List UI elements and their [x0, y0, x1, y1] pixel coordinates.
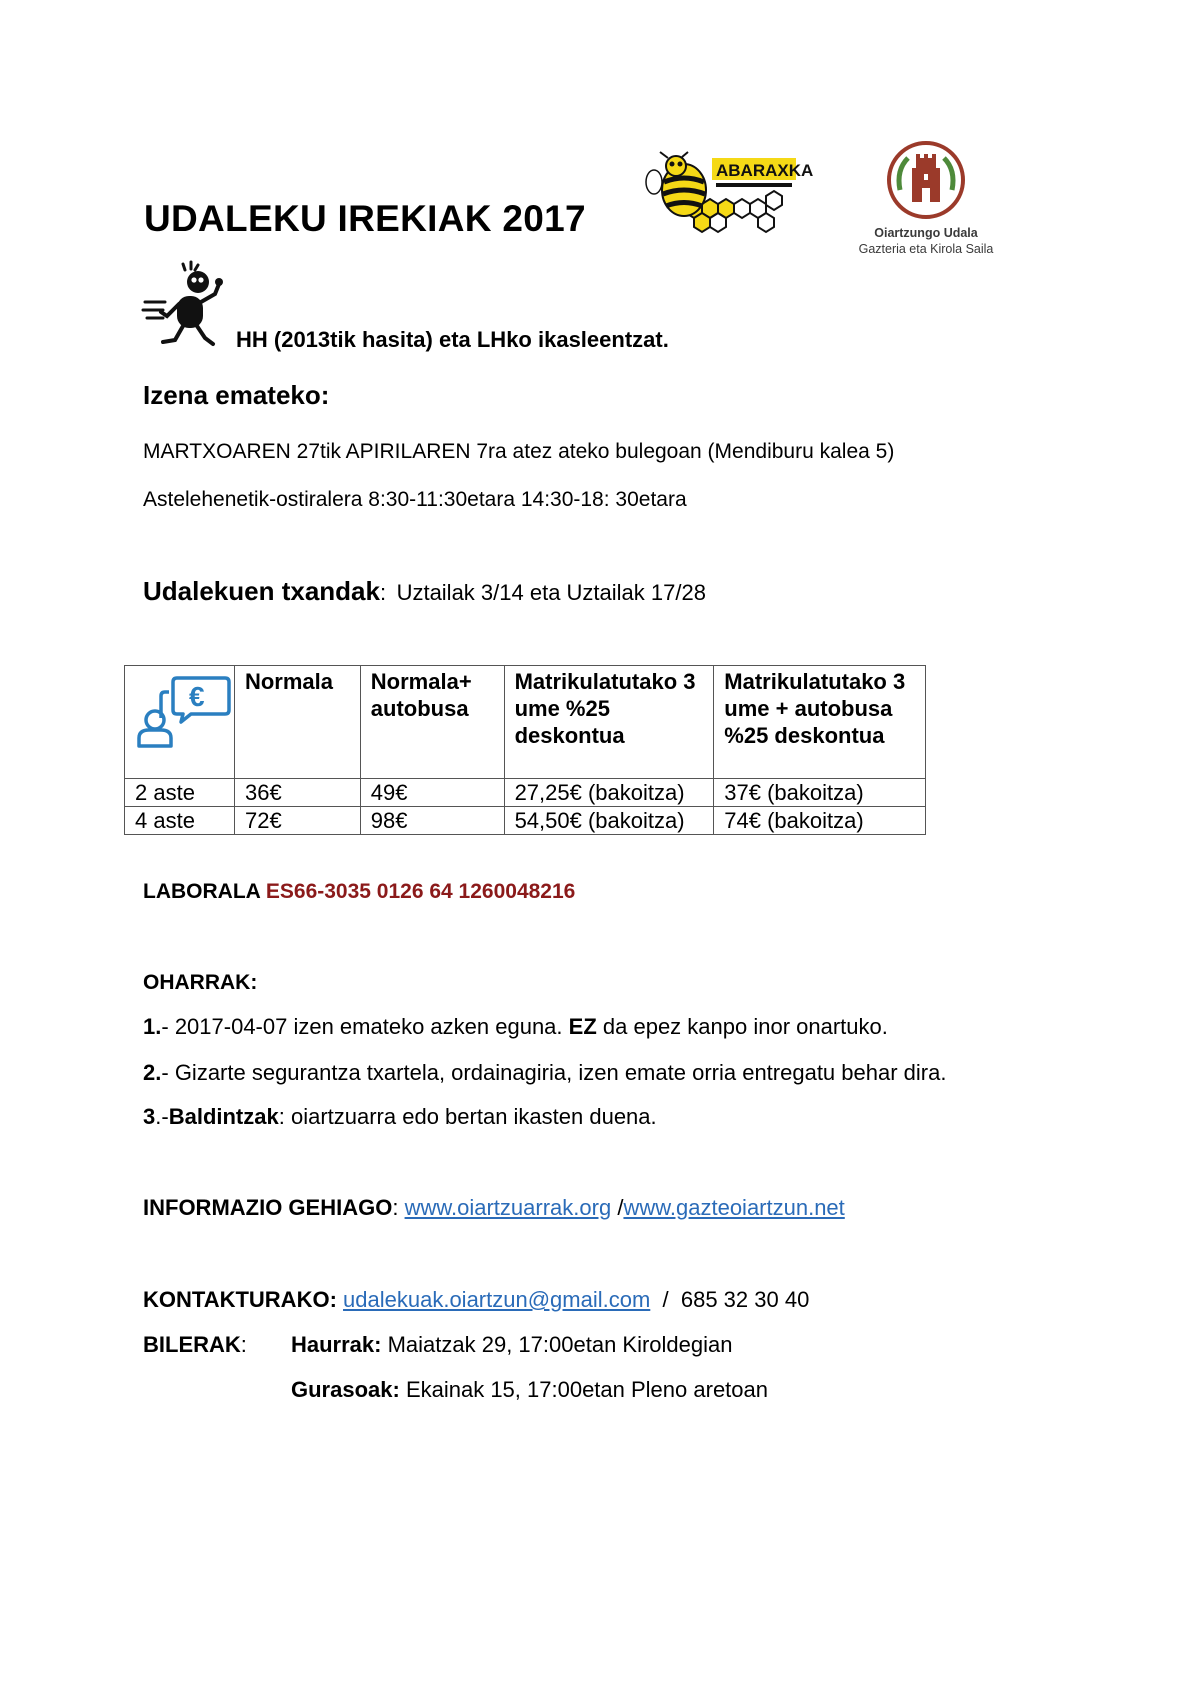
note-text: 2017-04-07 izen emateko azken eguna. [174, 1014, 569, 1039]
contact-line [143, 1287, 809, 1313]
registration-hours: Astelehenetik-ostiralera 8:30-11:30etara 14:30-18: 30etara [143, 488, 687, 511]
registration-heading: Izena emateko: [143, 380, 330, 410]
header-cell: Normala+ autobusa [360, 666, 504, 779]
table-cell: 37€ (bakoitza) [714, 779, 926, 807]
table-cell: 98€ [360, 807, 504, 835]
meeting-parents [291, 1377, 768, 1403]
table-cell: 27,25€ (bakoitza) [504, 779, 714, 807]
note-text: Gizarte segurantza txartela, ordainagiria, izen emate orria entregatu behar dira. [174, 1060, 947, 1085]
link-oiartzuarrak[interactable]: www.oiartzuarrak.org [404, 1195, 612, 1220]
table-icon-cell [125, 666, 235, 779]
udala-seal [886, 140, 966, 220]
header-cell: Matrikulatutako 3 ume %25 deskontua [504, 666, 714, 779]
shifts-label: Udalekuen txandak [143, 576, 380, 606]
info-label: INFORMAZIO GEHIAGO [143, 1195, 393, 1220]
link-gazteoiartzun[interactable]: www.gazteoiartzun.net [623, 1195, 845, 1220]
note-sep: - [161, 1060, 175, 1085]
note-3 [143, 1104, 657, 1130]
bank-name: LABORALA [143, 880, 261, 903]
person-euro-icon [125, 670, 233, 750]
table-row [125, 807, 926, 835]
meeting-children-text: Maiatzak 29, 17:00etan Kiroldegian [381, 1332, 733, 1357]
castle-seal-icon [886, 140, 966, 220]
table-row [125, 779, 926, 807]
udala-department: Gazteria eta Kirola Saila [858, 242, 994, 256]
table-cell: 36€ [234, 779, 360, 807]
note-number: 3 [143, 1104, 156, 1129]
meeting-children [291, 1332, 733, 1358]
header-cell: Normala [234, 666, 360, 779]
notes-heading: OHARRAK: [143, 971, 258, 994]
price-table [124, 665, 926, 835]
page-title: UDALEKU IREKIAK 2017 [144, 198, 586, 239]
udala-name: Oiartzungo Udala [874, 226, 978, 240]
row-label: 2 aste [125, 779, 235, 807]
bank-iban: ES66-3035 0126 64 1260048216 [265, 880, 576, 903]
abaraxka-logo-text: ABARAXKA [716, 161, 814, 180]
note-number: 2. [143, 1060, 162, 1085]
meeting-parents-label: Gurasoak: [291, 1377, 400, 1402]
meetings-label-line [143, 1332, 247, 1358]
note-sep: .- [155, 1104, 169, 1129]
shifts-line [143, 576, 706, 607]
note-1 [143, 1014, 888, 1040]
meeting-parents-text: Ekainak 15, 17:00etan Pleno aretoan [399, 1377, 768, 1402]
meetings-colon: : [240, 1332, 247, 1357]
bank-line [143, 880, 575, 904]
table-cell: 54,50€ (bakoitza) [504, 807, 714, 835]
note-emphasis: Baldintzak [168, 1104, 279, 1129]
note-text: : oiartzuarra edo bertan ikasten duena. [278, 1104, 657, 1129]
table-cell: 74€ (bakoitza) [714, 807, 926, 835]
shifts-value: Uztailak 3/14 eta Uztailak 17/28 [396, 580, 706, 605]
info-separator: / [611, 1195, 624, 1220]
row-label: 4 aste [125, 807, 235, 835]
audience-subtitle: HH (2013tik hasita) eta LHko ikasleentzat. [236, 327, 669, 352]
note-number: 1. [143, 1014, 162, 1039]
header-cell: Matrikulatutako 3 ume + autobusa %25 deskontua [714, 666, 926, 779]
note-emphasis: EZ [568, 1014, 597, 1039]
info-colon: : [392, 1195, 405, 1220]
note-2 [143, 1060, 946, 1086]
registration-dates: MARTXOAREN 27tik APIRILAREN 7ra atez ateko bulegoan (Mendiburu kalea 5) [143, 440, 895, 463]
abaraxka-logo [646, 152, 814, 232]
contact-separator: / [650, 1287, 681, 1312]
running-child-icon [143, 260, 233, 350]
note-text: da epez kanpo inor onartuko. [596, 1014, 888, 1039]
info-line [143, 1195, 845, 1221]
table-header-row [125, 666, 926, 779]
meeting-children-label: Haurrak: [291, 1332, 382, 1357]
table-cell: 72€ [234, 807, 360, 835]
note-sep: - [161, 1014, 175, 1039]
contact-email-link[interactable]: udalekuak.oiartzun@gmail.com [343, 1287, 651, 1312]
table-cell: 49€ [360, 779, 504, 807]
svg-text:€: € [189, 681, 205, 712]
bee-icon [646, 152, 814, 232]
contact-label: KONTAKTURAKO: [143, 1287, 337, 1312]
contact-phone: 685 32 30 40 [680, 1287, 810, 1312]
shifts-colon: : [379, 580, 387, 605]
meetings-label: BILERAK [143, 1332, 241, 1357]
